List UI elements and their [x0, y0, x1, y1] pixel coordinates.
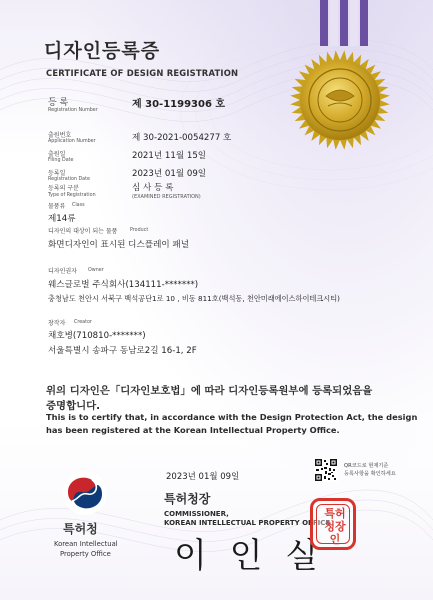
- ribbon-5: [360, 0, 368, 46]
- registration-date-label: 등록일: [48, 170, 66, 177]
- logo-text-en-line2: Property Office: [60, 550, 111, 558]
- owner-name: 웨스글로벌 주식회사(134111-*******): [48, 280, 199, 290]
- commissioner-title-en-line2: KOREAN INTELLECTUAL PROPERTY OFFICE: [164, 519, 331, 527]
- registration-number-label: 등 록: [48, 98, 69, 108]
- official-seal-stamp: [310, 498, 356, 550]
- application-number-label-en: Application Number: [48, 139, 96, 144]
- owner-label: 디자인권자: [48, 268, 77, 275]
- filing-date-label-en: Filing Date: [48, 158, 74, 163]
- registration-number-label-en: Registration Number: [48, 108, 98, 113]
- seal-text: 특허청장인: [324, 507, 346, 546]
- class-value: 제14류: [48, 214, 76, 224]
- issue-date: 2023년 01월 09일: [166, 472, 240, 482]
- creator-label: 창작자: [48, 320, 66, 327]
- filing-date-label: 출원일: [48, 151, 66, 158]
- application-number-value: 제 30-2021-0054277 호: [132, 133, 232, 143]
- registration-date-label-en: Registration Date: [48, 177, 90, 182]
- commissioner-title-en-line1: COMMISSIONER,: [164, 510, 229, 518]
- application-number-label: 출원번호: [48, 132, 72, 139]
- gold-seal-icon: [288, 48, 392, 152]
- commissioner-signature: 이 인 실: [174, 536, 325, 576]
- filing-date-value: 2021년 11월 15일: [132, 151, 207, 161]
- registration-type-value: 심 사 등 록: [132, 183, 174, 193]
- product-label-en: Product: [130, 228, 149, 233]
- creator-name: 채호병(710810-*******): [48, 331, 146, 341]
- ribbon-2: [330, 0, 338, 46]
- registration-number-value: 제 30-1199306 호: [132, 99, 226, 110]
- logo-text-ko: 특허청: [63, 522, 98, 536]
- statement-ko-line1: 위의 디자인은「디자인보호법」에 따라 디자인등록원부에 등록되었음을: [46, 385, 373, 397]
- qr-note-line1: QR코드로 현재기준: [344, 463, 389, 469]
- class-label-en: Class: [72, 203, 85, 208]
- registration-type-label-en: Type of Registration: [48, 193, 96, 198]
- kipo-logo-icon: [62, 470, 108, 516]
- ribbon-3: [340, 0, 348, 46]
- qr-code-icon[interactable]: [314, 458, 338, 482]
- class-label: 물품류: [48, 203, 66, 210]
- page-subtitle: CERTIFICATE OF DESIGN REGISTRATION: [46, 68, 239, 78]
- statement-ko-line2: 증명합니다.: [46, 400, 101, 412]
- statement-en-line1: This is to certify that, in accordance with the Design Protection Act, the design: [46, 412, 418, 422]
- registration-date-value: 2023년 01월 09일: [132, 169, 207, 179]
- creator-address: 서울특별시 송파구 동남로2길 16-1, 2F: [48, 346, 197, 356]
- product-label: 디자인의 대상이 되는 물품: [48, 228, 118, 235]
- creator-label-en: Creator: [74, 320, 92, 325]
- logo-text-en-line1: Korean Intellectual: [54, 540, 118, 548]
- page-title: 디자인등록증: [44, 40, 161, 62]
- ribbon-4: [350, 0, 358, 46]
- statement-en-line2: has been registered at the Korean Intellectual Property Office.: [46, 425, 340, 435]
- owner-address: 충청남도 천안시 서북구 백석공단1로 10 , 비동 811호(백석동, 천안미래에이스하이테크시티): [48, 294, 340, 303]
- commissioner-title-ko: 특허청장: [164, 492, 211, 506]
- product-value: 화면디자인이 표시된 디스플레이 패널: [48, 240, 190, 250]
- registration-type-value-en: (EXAMINED REGISTRATION): [132, 194, 201, 200]
- owner-label-en: Owner: [88, 268, 104, 273]
- qr-note-line2: 등록사항을 확인하세요: [344, 471, 396, 477]
- registration-type-label: 등록의 구분: [48, 185, 79, 192]
- ribbon-1: [320, 0, 328, 46]
